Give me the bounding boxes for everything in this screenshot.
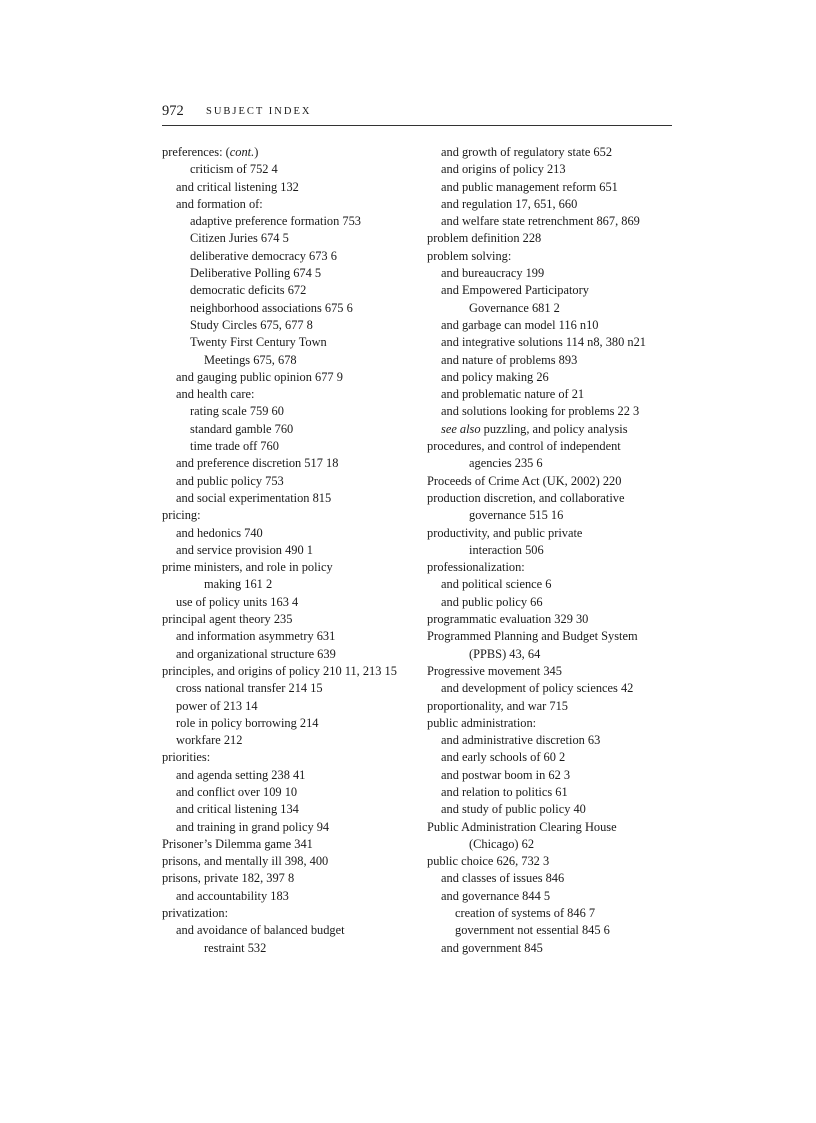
index-entry: and accountability 183 xyxy=(176,888,289,903)
index-entry: governance 515 16 xyxy=(469,508,564,523)
index-entry: power of 213 14 xyxy=(176,698,258,713)
index-entry: and formation of: xyxy=(176,196,263,211)
index-entry: and early schools of 60 2 xyxy=(441,750,566,765)
index-entry: creation of systems of 846 7 xyxy=(455,906,596,921)
index-entry: criticism of 752 4 xyxy=(190,162,278,177)
index-entry: Public Administration Clearing House xyxy=(427,819,617,834)
index-entry: public choice 626, 732 3 xyxy=(427,854,550,869)
index-entry: cross national transfer 214 15 xyxy=(176,681,323,696)
index-entry: deliberative democracy 673 6 xyxy=(190,248,337,263)
index-entry: Programmed Planning and Budget System xyxy=(427,629,638,644)
index-entry: and conflict over 109 10 xyxy=(176,784,298,799)
index-entry: and training in grand policy 94 xyxy=(176,819,330,834)
index-entry: professionalization: xyxy=(427,560,525,575)
index-entry: and political science 6 xyxy=(441,577,552,592)
index-entry: and Empowered Participatory xyxy=(441,283,589,298)
index-entry: Prisoner’s Dilemma game 341 xyxy=(162,836,313,851)
index-entry: procedures, and control of independent xyxy=(427,439,621,454)
index-entry: proportionality, and war 715 xyxy=(427,698,568,713)
index-entry: and gauging public opinion 677 9 xyxy=(176,369,343,384)
index-entry: prisons, and mentally ill 398, 400 xyxy=(162,854,329,869)
index-entry-text: preferences: ( xyxy=(162,145,230,159)
index-entry: public administration: xyxy=(427,715,537,730)
index-entry: and hedonics 740 xyxy=(176,525,263,540)
index-entry: and critical listening 132 xyxy=(176,179,299,194)
index-entry: and policy making 26 xyxy=(441,369,549,384)
index-entry-text: puzzling, and policy analysis xyxy=(480,421,628,436)
index-entry: adaptive preference formation 753 xyxy=(190,214,361,229)
index-entry: production discretion, and collaborative xyxy=(427,490,625,505)
index-entry: and administrative discretion 63 xyxy=(441,733,601,748)
index-entry: and origins of policy 213 xyxy=(441,162,566,177)
index-entry: (PPBS) 43, 64 xyxy=(469,646,541,661)
index-entry: (Chicago) 62 xyxy=(469,836,535,851)
index-entry: and garbage can model 116 n10 xyxy=(441,317,599,332)
index-entry: workfare 212 xyxy=(176,733,243,748)
index-entry: and avoidance of balanced budget xyxy=(176,923,345,938)
index-entry: and government 845 xyxy=(441,940,543,955)
index-entry: problem solving: xyxy=(427,248,512,263)
index-entry: Study Circles 675, 677 8 xyxy=(190,317,313,332)
index-entry: Governance 681 2 xyxy=(469,300,560,315)
index-entry: use of policy units 163 4 xyxy=(176,594,299,609)
index-entry: prime ministers, and role in policy xyxy=(162,560,333,575)
index-entry: and bureaucracy 199 xyxy=(441,266,545,281)
index-entry: productivity, and public private xyxy=(427,525,583,540)
index-entry: pricing: xyxy=(162,508,201,523)
index-entry: government not essential 845 6 xyxy=(455,923,610,938)
index-entry: and regulation 17, 651, 660 xyxy=(441,196,578,211)
index-entry: and postwar boom in 62 3 xyxy=(441,767,571,782)
index-entry: and social experimentation 815 xyxy=(176,490,332,505)
index-entry: and development of policy sciences 42 xyxy=(441,681,634,696)
index-entry xyxy=(162,144,412,161)
index-entry: problem definition 228 xyxy=(427,231,542,246)
index-entry: and nature of problems 893 xyxy=(441,352,578,367)
page-number: 972 xyxy=(162,103,184,119)
index-entry: and relation to politics 61 xyxy=(441,784,568,799)
index-entry: Citizen Juries 674 5 xyxy=(190,231,289,246)
index-entry: principal agent theory 235 xyxy=(162,612,293,627)
index-entry xyxy=(427,421,679,438)
index-entry: Twenty First Century Town xyxy=(190,335,327,350)
index-entry: prisons, private 182, 397 8 xyxy=(162,871,295,886)
index-entry: and public policy 66 xyxy=(441,594,543,609)
index-entry: and health care: xyxy=(176,387,255,402)
index-entry: and governance 844 5 xyxy=(441,888,551,903)
index-entry: agencies 235 6 xyxy=(469,456,543,471)
index-entry: restraint 532 xyxy=(204,940,267,955)
running-head: SUBJECT INDEX xyxy=(206,106,312,117)
index-column-right xyxy=(427,144,679,957)
index-entry: Proceeds of Crime Act (UK, 2002) 220 xyxy=(427,473,622,488)
index-entry: democratic deficits 672 xyxy=(190,283,307,298)
index-entry: time trade off 760 xyxy=(190,439,279,454)
index-entry: and welfare state retrenchment 867, 869 xyxy=(441,214,640,229)
index-entry: and public policy 753 xyxy=(176,473,284,488)
index-entry: Deliberative Polling 674 5 xyxy=(190,266,322,281)
index-entry: privatization: xyxy=(162,906,229,921)
index-entry: making 161 2 xyxy=(204,577,273,592)
index-entry: and growth of regulatory state 652 xyxy=(441,145,613,159)
index-entry: and problematic nature of 21 xyxy=(441,387,585,402)
index-entry-italic: see also xyxy=(441,421,481,436)
index-entry: principles, and origins of policy 210 11, 213 15 xyxy=(162,663,397,678)
index-entry: and service provision 490 1 xyxy=(176,542,313,557)
index-entry: and public management reform 651 xyxy=(441,179,618,194)
index-entry: and agenda setting 238 41 xyxy=(176,767,306,782)
index-entry: priorities: xyxy=(162,750,211,765)
index-entry-italic: cont. xyxy=(229,145,255,159)
index-entry: and solutions looking for problems 22 3 xyxy=(441,404,640,419)
index-entry: and critical listening 134 xyxy=(176,802,299,817)
index-column-left xyxy=(162,144,412,957)
page-header xyxy=(162,103,672,126)
index-entry-text: ) xyxy=(254,145,259,159)
index-entry: Meetings 675, 678 xyxy=(204,352,297,367)
index-entry: and organizational structure 639 xyxy=(176,646,336,661)
index-entry: and information asymmetry 631 xyxy=(176,629,336,644)
index-entry: and preference discretion 517 18 xyxy=(176,456,339,471)
index-entry: and integrative solutions 114 n8, 380 n21 xyxy=(441,335,646,350)
index-entry: programmatic evaluation 329 30 xyxy=(427,612,589,627)
index-entry: and study of public policy 40 xyxy=(441,802,586,817)
index-entry: neighborhood associations 675 6 xyxy=(190,300,353,315)
index-entry: role in policy borrowing 214 xyxy=(176,715,319,730)
index-entry: Progressive movement 345 xyxy=(427,663,562,678)
index-entry: standard gamble 760 xyxy=(190,421,294,436)
index-entry: interaction 506 xyxy=(469,542,544,557)
index-entry: and classes of issues 846 xyxy=(441,871,565,886)
index-entry: rating scale 759 60 xyxy=(190,404,284,419)
